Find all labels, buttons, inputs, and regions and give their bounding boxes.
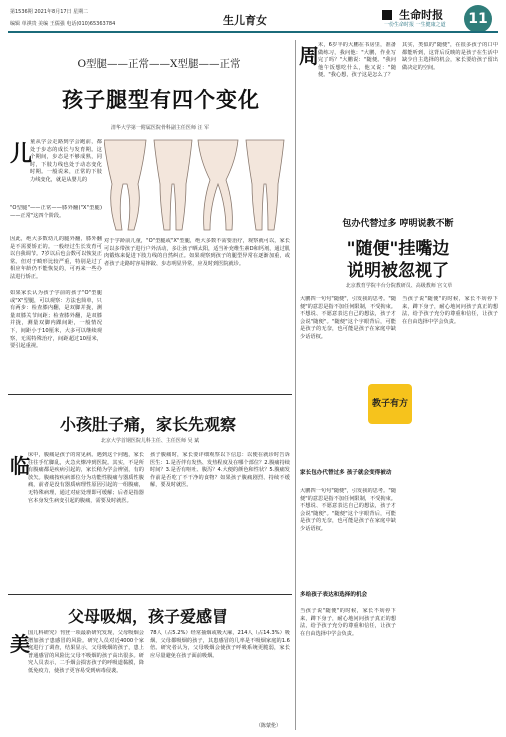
article2-body-3: 当孩子说"随便"的时候，家长不妨停下来，蹲下身子，耐心地问问孩子真正的想法，给予孩子充分的尊重和信任，让孩子在自由选择中学会负责。 [402, 296, 498, 325]
article1-title: 孩子腿型有四个变化 [62, 88, 260, 112]
article2-byline: 北京教育学院丰台分院教研员、高级教师 宫文草 [345, 283, 453, 289]
article2-text-1: 末，6岁半的大鹏在书房里，准备做练习，我问他："大鹏，作业写完了吗？"大鹏说："随便。"我问他午饭想吃什么，他又说："随便。"我心想，孩子这是怎么了？ [318, 42, 396, 79]
article2-headline-1: 包办代替过多 哼明说教不断 [342, 219, 454, 229]
paper-name: 生命时报 [399, 8, 444, 22]
article3-title: 小孩肚子痛，家长先观察 [59, 415, 236, 434]
article4-footer: （陈蒙伦） [256, 723, 282, 729]
article2-text-2: 其实，类似的"随便"，在很多孩子的口中都能听到，这背后反映的是孩子在生活中缺少自主选择的机会，家长要给孩子留出做决定的空间。 [402, 42, 498, 71]
logo-icon [382, 10, 392, 20]
legs-o-shape [104, 140, 146, 230]
article1-lead2: "O型腿"——正常——膝外翻("X"型腿)——正常"这四个阶段。 [10, 205, 102, 219]
column-divider [295, 40, 296, 730]
article2-body-1: 大鹏四一句句"随便"，引发我的思考。"随便"的意思是指不加任何限制，不受拘束。不想说、不愿意表达自己的想法，孩子才会说"随便"。"随便"这个字眼背后，可能是孩子的无奈，也可能是孩子在家庭中缺少话语权。 [300, 296, 396, 340]
divider-2 [8, 594, 292, 595]
article3-byline: 北京大学首钢医院儿科主任、主任医师 吴 斌 [100, 438, 200, 444]
slogan: 一份生命时报 一生健康之道 [384, 22, 446, 28]
article3-dropcap: 临 [10, 454, 30, 478]
article1-dropcap: 儿 [10, 142, 33, 167]
article2-headline-2: "随便"挂嘴边 [346, 239, 450, 259]
article1-byline: 清华大学第一附属医院骨科副主任医师 汪 军 [110, 125, 210, 131]
page-number: 11 [468, 11, 488, 27]
article4-text: 国儿科研究》刊登一项最新研究发现，父母吸烟会增加孩子患感冒的风险。研究人员对近4000个家庭进行了调查，结果显示，父母吸烟的孩子，患上普通感冒的风险比父母不吸烟的孩子高出很多。研究人员表示，二手烟会损害孩子的呼吸道黏膜，降低免疫力，使孩子更容易受到病毒侵袭。 [28, 630, 144, 674]
article2-body-4: 大鹏四一句句"随便"，引发我的思考。"随便"的意思是指不加任何限制，不受拘束。不想说、不愿意表达自己的想法，孩子才会说"随便"。"随便"这个字眼背后，可能是孩子的无奈，也可能是孩子在家庭中缺少话语权。 [300, 488, 396, 532]
article2-subhead-1: 家长包办代替过多 孩子就会变得被动 [300, 470, 392, 476]
article1-paragraph-2: 如果家长认为孩子学前的孩子"O"型腿或"X"型腿，可以观察：方法也简单，只有两步：检查膝内翻，是双脚并拢，测量双膝关节间距；检查膝外翻，是双膝并拢，测量双脚内踝间距，一般情况下，间距小于10厘米，大多可以继续观察，无需特殊治疗，间距超过10厘米，要引起重视。 [10, 290, 102, 350]
article2-subhead-2: 多给孩子表达和选择的机会 [300, 592, 368, 598]
legs-normal-1 [154, 140, 192, 230]
article1-paragraph-1: 因此，绝大多数幼儿的腿外翻，膝外翻是不需要矫正的。一般经过生长发育可以自我调节。7岁以后也会数可以恢复正常。但对于畸形比较严重，特别是过了相应年龄仍不能恢复的，可再来一些办法进行矫正。 [10, 236, 102, 280]
article2-headline-3: 说明被忽视了 [347, 261, 449, 281]
article2-dropcap: 周 [299, 44, 319, 68]
article4-text-2: 78人（占5.2%）经常抽烟或吸大麻，214人（占14.3%）吸烟，父母都吸烟的孩子，其患感冒的几率是不吸烟家庭的1.6倍。研究者认为，父母吸烟会使孩子呼吸系统更脆弱，家长应尽量避免在孩子面前吸烟。 [150, 630, 290, 659]
article4-dropcap: 美 [10, 632, 30, 656]
leg-shapes-illustration [104, 138, 290, 234]
legs-normal-2 [246, 140, 284, 230]
article1-paragraph-3: 对于学龄前儿童，"O"型腿或"X"型腿，绝大多数不需要治疗，观察就可以，家长可以多带孩子进行户外活动，多让孩子晒太阳，适当补充维生素D和钙剂，通过肌肉锻炼来促进下肢力线的自然纠正。如果观察到孩子的腿型异常在逐渐加重，或者孩子走路时容易摔跤、步态明显异常，应及时到医院就诊。 [104, 238, 290, 267]
section-title: 生儿育女 [223, 14, 267, 27]
teaching-badge [368, 384, 412, 424]
divider-1 [8, 394, 292, 395]
article3-text-2: 孩子腹痛时，家长要详细观察以下信息：以便在就诊时告诉医生：1.是否伴有发热、发热程度及在哪个部位？2.腹痛持续时间？3.是否有呕吐、腹泻？4.大便的颜色和性状？5.腹痛发作前是否吃了不干净的食物？如果孩子腹痛剧烈、持续不缓解，要及时就医。 [150, 452, 290, 489]
page-number-badge [464, 5, 492, 33]
article2-body-5: 当孩子说"随便"的时候，家长不妨停下来，蹲下身子，耐心地问问孩子真正的想法，给予孩子充分的尊重和信任，让孩子在自由选择中学会负责。 [300, 608, 396, 637]
issue-info: 第1536期 2021年8月17日 星期二 [10, 9, 89, 15]
article4-title: 父母吸烟，孩子爱感冒 [67, 607, 228, 626]
article1-lead: 童从学会走路到学会跑前，都处于步态的成长与发育期。这个期间，步态是不够成熟，同时，下肢力线也处于动态变化时期。一般说来，正常的下肢力线变化，就是从婴儿的 [30, 139, 102, 183]
article1-kicker: O型腿——正常——X型腿——正常 [77, 58, 241, 70]
paper-logo [382, 4, 462, 20]
header-rule [8, 31, 498, 33]
teaching-badge-label: 教子有方 [371, 399, 408, 409]
article3-text: 床中，腹痛是孩子的常见病。遇到这个问题，家长往往手忙脚乱，火急火燎冲到医院。其实，不是所有腹痛都是疾病引起的，家长稍为学会辨别，有的放矢。腹痛按疾病部位分为功能性腹痛与器质性腹痛，前者是没有器质病理性原因引起的一组腹痛，无特殊病理，通过对症处理即可缓解；后者是指器官本身发生病变引起的腹痛，需要及时就医。 [28, 452, 144, 504]
editor-info: 编辑 单祺贵 美编 王儒强 电话(010)65363784 [10, 21, 116, 27]
legs-x-shape [198, 140, 238, 230]
